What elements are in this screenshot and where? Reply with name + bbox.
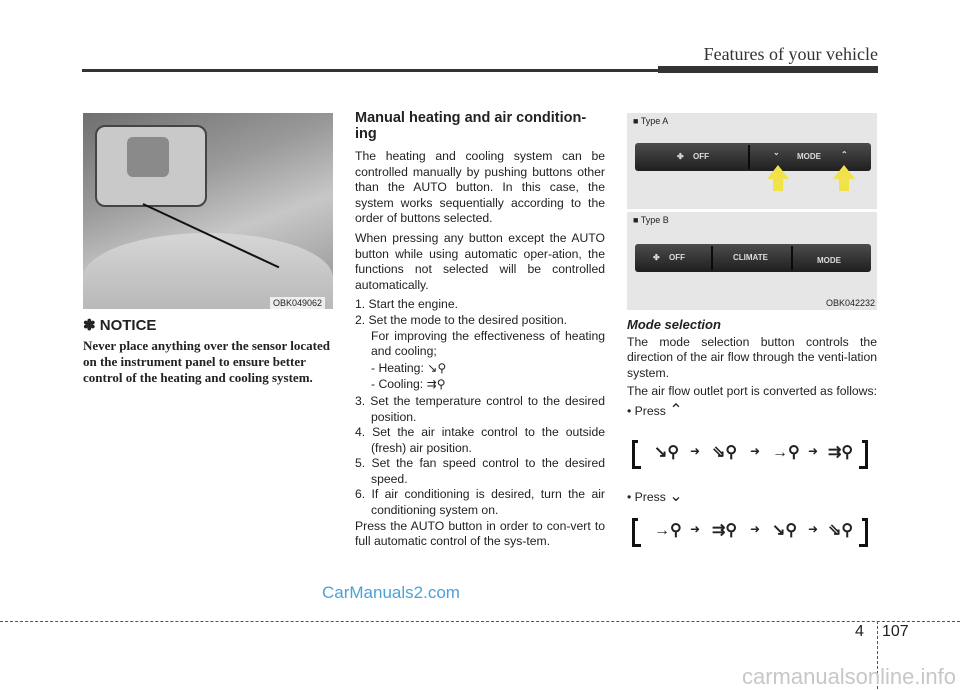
- arrow-right-icon: ➜: [690, 444, 701, 458]
- header-title: Features of your vehicle: [703, 44, 878, 64]
- face-mode-icon: →⚲: [772, 444, 800, 461]
- floor-mode-icon: ↘⚲: [654, 444, 680, 461]
- arrow-right-icon: ➜: [808, 522, 819, 536]
- manual-heading: Manual heating and air condition-ing: [355, 110, 587, 142]
- heating-label: - Heating:: [371, 360, 424, 375]
- type-b-label: ■ Type B: [633, 215, 669, 225]
- type-a-label: ■ Type A: [633, 116, 669, 126]
- mode-sequence-down: [632, 518, 868, 546]
- control-panel-type-b: [627, 212, 877, 310]
- type-b-button-bar: [635, 244, 871, 272]
- type-b-mode-button[interactable]: MODE: [817, 256, 841, 265]
- cooling-line: [355, 377, 605, 393]
- mode-selection-paragraph-2: The air flow outlet port is converted as follows:: [627, 384, 877, 399]
- sensor-photo: [83, 113, 333, 309]
- footer-rule: [0, 621, 960, 622]
- step-2-note: For improving the effectiveness of heating and cooling;: [371, 328, 605, 359]
- manual-paragraph-2: When pressing any button except the AUTO button while using automatic oper-ation, the functions not selected will be controlled automatically.: [355, 230, 605, 292]
- manual-section: [355, 110, 605, 554]
- step-5: 5. Set the fan speed control to the desired speed.: [355, 456, 605, 486]
- step-1: 1. Start the engine.: [355, 297, 458, 312]
- mode-selection-paragraph-1: The mode selection button controls the direction of the air flow through the venti-lation system.: [627, 334, 877, 380]
- step-2: 2. Set the mode to the desired position.: [355, 312, 568, 327]
- press-up-line: [627, 403, 877, 420]
- sensor-inset: [95, 125, 207, 207]
- arrow-right-icon: ➜: [808, 444, 819, 458]
- notice-title: ✽ NOTICE: [83, 317, 157, 334]
- sequence-bracket-left-cap: [632, 440, 638, 443]
- mode-selection-section: [627, 317, 877, 423]
- notice-body: Never place anything over the sensor located on the instrument panel to ensure better control of the heating and cooling system.: [83, 338, 330, 385]
- arrow-right-icon: ➜: [750, 444, 761, 458]
- arrow-up-shaft: [839, 179, 849, 191]
- sequence-bracket-right: [859, 518, 868, 547]
- chevron-down-icon[interactable]: ⌄: [773, 148, 780, 157]
- fan-icon: ✤: [677, 152, 684, 161]
- face-mode-icon: →⚲: [654, 522, 682, 539]
- floor-mode-icon: ↘⚲: [427, 360, 447, 375]
- manual-paragraph-3: Press the AUTO button in order to con-vert to full automatic control of the sys-tem.: [355, 518, 605, 549]
- press-down-block: [627, 489, 877, 509]
- arrow-up-icon: [767, 165, 789, 179]
- arrow-right-icon: ➜: [690, 522, 701, 536]
- press-down-line: [627, 489, 877, 506]
- type-a-mode-button[interactable]: MODE: [797, 152, 821, 161]
- chevron-up-icon[interactable]: ⌃: [841, 150, 848, 159]
- step-6: 6. If air conditioning is desired, turn the air conditioning system on.: [355, 487, 605, 518]
- fan-icon: ✤: [653, 253, 660, 262]
- sensor-icon: [127, 137, 169, 177]
- photo-code: OBK049062: [270, 297, 325, 309]
- footer-site-watermark: carmanualsonline.info: [741, 664, 956, 689]
- cooling-label: - Cooling:: [371, 377, 424, 392]
- sequence-bracket-left: [632, 440, 641, 469]
- type-b-off-button[interactable]: OFF: [669, 253, 685, 262]
- press-down-label: • Press: [627, 490, 666, 504]
- floor-defrost-mode-icon: ⇘⚲: [712, 444, 738, 461]
- panel-code: OBK042232: [825, 298, 875, 308]
- chapter-number: 4: [855, 623, 864, 640]
- sequence-bracket-right-cap: [862, 518, 868, 521]
- face-mode-icon: ⇉⚲: [426, 377, 446, 392]
- sequence-bracket-left-cap: [632, 518, 638, 521]
- separator: [711, 246, 713, 270]
- press-up-label: • Press: [627, 403, 666, 418]
- arrow-up-shaft: [773, 179, 783, 191]
- sequence-bracket-right: [859, 440, 868, 469]
- bi-level-mode-icon: ⇉⚲: [712, 522, 738, 539]
- mode-selection-heading: Mode selection: [627, 317, 721, 332]
- step-4: 4. Set the air intake control to the outside (fresh) air position.: [355, 425, 605, 455]
- type-b-climate-button[interactable]: CLIMATE: [733, 253, 768, 262]
- chevron-up-icon: ⌃: [669, 401, 683, 419]
- arrow-up-icon: [833, 165, 855, 179]
- floor-defrost-mode-icon: ⇘⚲: [828, 522, 854, 539]
- watermark-link[interactable]: CarManuals2.com: [322, 583, 460, 602]
- control-panel-type-a: [627, 113, 877, 209]
- separator: [791, 246, 793, 270]
- separator: [748, 145, 750, 169]
- manual-paragraph-1: The heating and cooling system can be controlled manually by pushing buttons other than the AUTO button. In this case, the system works sequentially according to the order of buttons selected.: [355, 149, 605, 226]
- floor-mode-icon: ↘⚲: [772, 522, 798, 539]
- mode-sequence-up: [632, 440, 868, 468]
- sequence-bracket-right-cap: [862, 440, 868, 443]
- type-a-off-button[interactable]: OFF: [693, 152, 709, 161]
- header-rule-accent: [658, 66, 878, 73]
- chevron-down-icon: ⌄: [669, 488, 683, 505]
- page-number: 107: [882, 623, 909, 640]
- step-3: 3. Set the temperature control to the desired position.: [355, 393, 605, 424]
- bi-level-mode-icon: ⇉⚲: [828, 444, 854, 461]
- arrow-right-icon: ➜: [750, 522, 761, 536]
- heating-line: [355, 361, 605, 377]
- sequence-bracket-left: [632, 518, 641, 547]
